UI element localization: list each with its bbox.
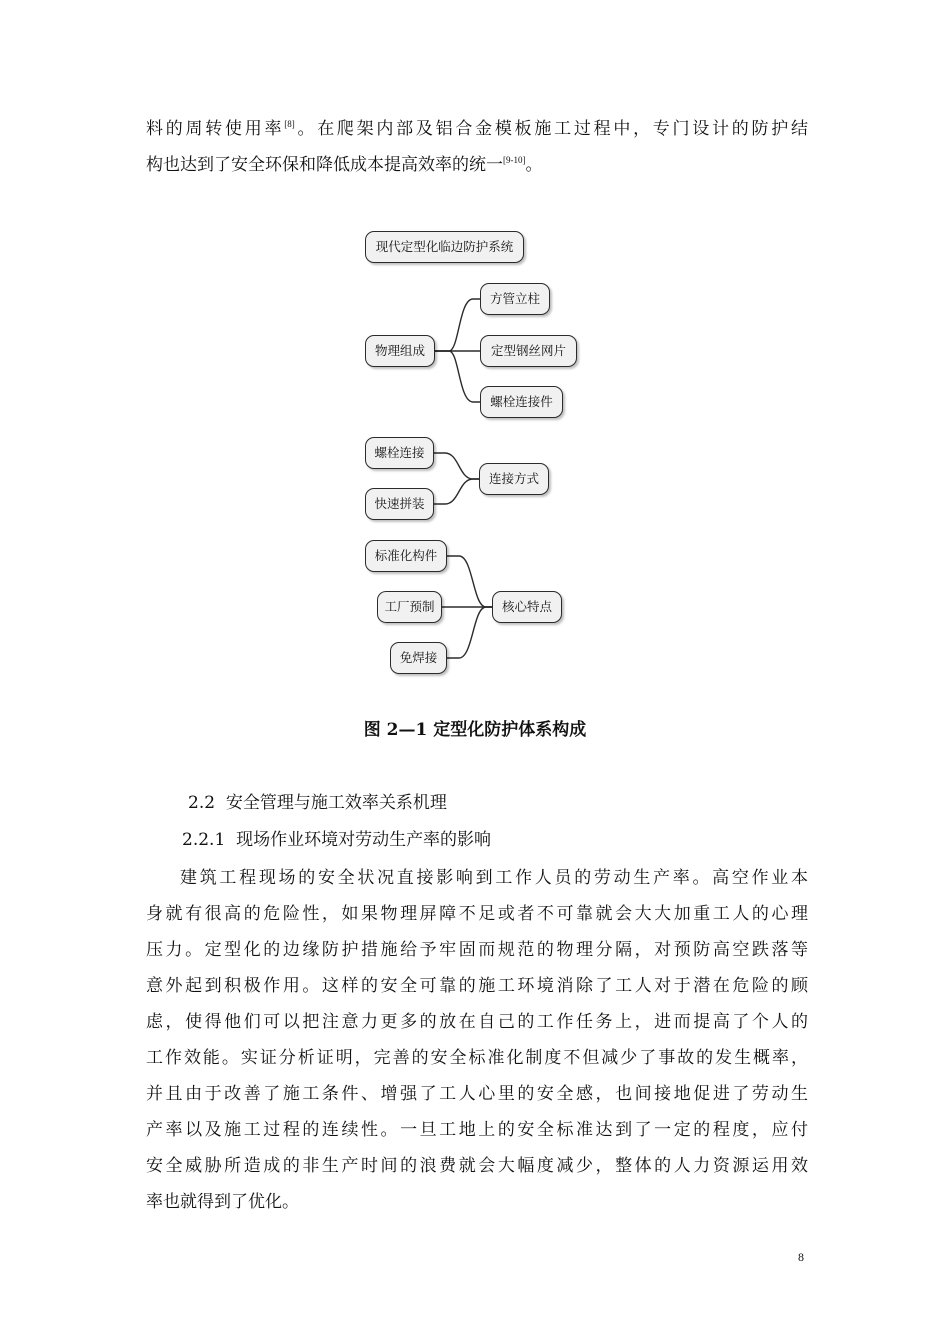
body-line: 并且由于改善了施工条件、增强了工人心里的安全感，也间接地促进了劳动生 [146,1084,808,1104]
mindmap-group-physical: 物理组成 [365,335,435,367]
intro-paragraph [146,111,808,183]
body-line: 安全威胁所造成的非生产时间的浪费就会大幅度减少，整体的人力资源运用效 [146,1156,808,1176]
mindmap-child-bolt-connection: 螺栓连接 [365,437,434,469]
body-line: 意外起到积极作用。这样的安全可靠的施工环境消除了工人对于潜在危险的顾 [146,976,808,996]
section-heading: 2.2 安全管理与施工效率关系机理 [188,793,447,813]
body-line: 工作效能。实证分析证明，完善的安全标准化制度不但减少了事故的发生概率， [146,1048,808,1068]
subsection-heading: 2.2.1 现场作业环境对劳动生产率的影响 [182,830,492,850]
body-line: 压力。定型化的边缘防护措施给予牢固而规范的物理分隔，对预防高空跌落等 [146,940,808,960]
mindmap-child-square-post: 方管立柱 [480,283,550,315]
body-line: 虑，使得他们可以把注意力更多的放在自己的工作任务上，进而提高了个人的 [146,1012,808,1032]
mindmap-group-core-features: 核心特点 [492,591,562,623]
body-line: 身就有很高的危险性，如果物理屏障不足或者不可靠就会大大加重工人的心理 [146,904,808,924]
body-line: 产率以及施工过程的连续性。一旦工地上的安全标准达到了一定的程度，应付 [146,1120,808,1140]
mindmap-figure [355,222,595,688]
citation-ref: [9-10] [503,155,526,165]
mindmap-child-no-welding: 免焊接 [390,642,447,674]
mindmap-child-standard-parts: 标准化构件 [365,540,447,572]
body-line: 建筑工程现场的安全状况直接影响到工作人员的劳动生产率。高空作业本 [180,868,808,888]
page-number: 8 [798,1250,804,1264]
citation-ref: [8] [284,119,295,129]
mindmap-child-factory-prefab: 工厂预制 [377,591,442,623]
intro-line-1: 料的周转使用率[8]。在爬架内部及铝合金模板施工过程中，专门设计的防护结 [146,119,808,139]
mindmap-child-bolt-connector: 螺栓连接件 [480,386,563,418]
body-paragraph [146,860,808,1220]
mindmap-group-connection: 连接方式 [479,463,549,495]
intro-line-2: 构也达到了安全环保和降低成本提高效率的统一[9-10]。 [146,155,543,175]
mindmap-child-quick-assembly: 快速拼装 [365,488,434,520]
mindmap-child-steel-mesh: 定型钢丝网片 [480,335,577,367]
figure-caption: 图 2—1 定型化防护体系构成 [363,720,587,740]
mindmap-root-node: 现代定型化临边防护系统 [365,231,524,263]
body-line: 率也就得到了优化。 [146,1192,299,1212]
